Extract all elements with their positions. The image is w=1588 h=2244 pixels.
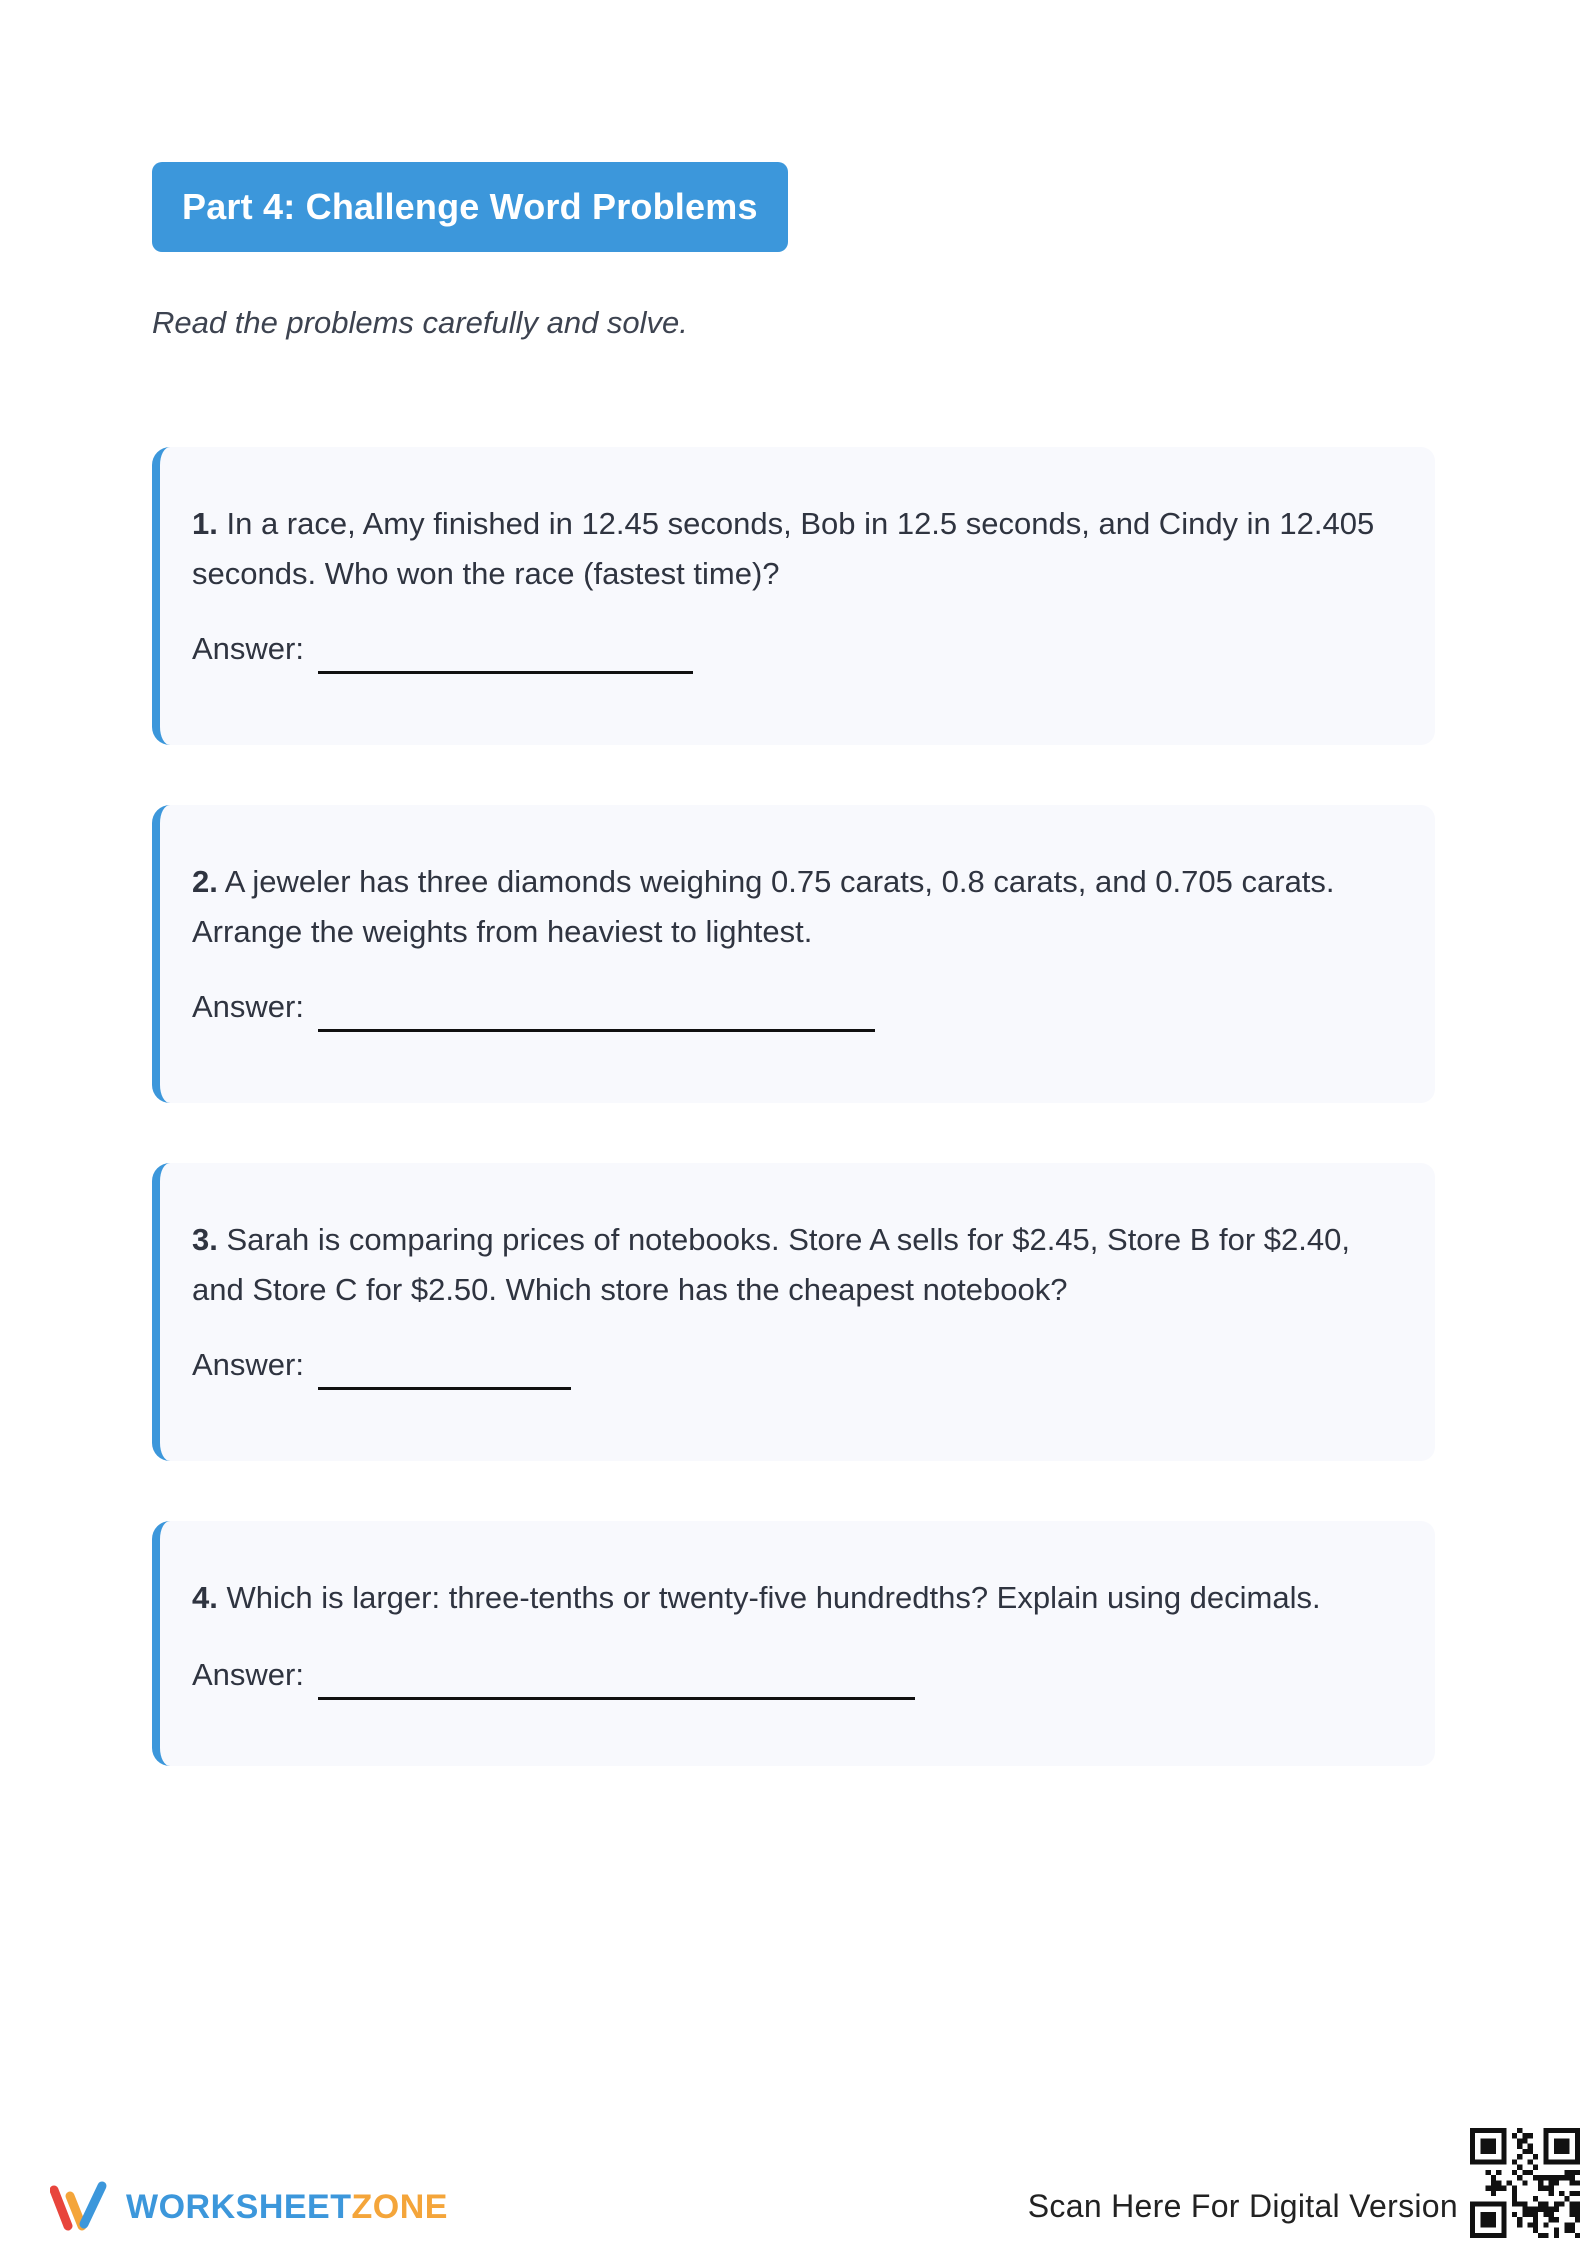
problem-text	[192, 499, 1395, 599]
problem-question: Which is larger: three-tenths or twenty-five hundredths? Explain using decimals.	[226, 1580, 1321, 1615]
answer-row	[192, 629, 1395, 669]
problem-text	[192, 1573, 1395, 1623]
qr-code-icon[interactable]	[1470, 2128, 1580, 2238]
answer-row	[192, 987, 1395, 1027]
answer-label: Answer:	[192, 989, 304, 1024]
answer-row	[192, 1345, 1395, 1385]
answer-blank[interactable]	[318, 671, 693, 674]
problem-question: Sarah is comparing prices of notebooks. Store A sells for $2.45, Store B for $2.40, and Store C for $2.50. Which store has the cheapest notebook?	[192, 1222, 1350, 1307]
answer-label: Answer:	[192, 631, 304, 666]
worksheetzone-logo-icon	[50, 2180, 110, 2234]
page-title: Part 4: Challenge Word Problems	[152, 162, 788, 252]
brand-name-zone: ZONE	[351, 2187, 448, 2226]
answer-label: Answer:	[192, 1657, 304, 1692]
answer-row	[192, 1655, 1395, 1695]
problem-number: 1.	[192, 506, 218, 541]
problem-number: 2.	[192, 864, 218, 899]
answer-blank[interactable]	[318, 1387, 571, 1390]
problem-text	[192, 1215, 1395, 1315]
brand[interactable]	[50, 2180, 448, 2234]
brand-name	[126, 2188, 448, 2227]
answer-blank[interactable]	[318, 1029, 875, 1032]
problem-card	[152, 447, 1435, 745]
problem-text	[192, 857, 1395, 957]
problem-number: 3.	[192, 1222, 218, 1257]
answer-label: Answer:	[192, 1347, 304, 1382]
problem-question: A jeweler has three diamonds weighing 0.75 carats, 0.8 carats, and 0.705 carats. Arrange the weights from heaviest to lightest.	[192, 864, 1335, 949]
instructions: Read the problems carefully and solve.	[152, 305, 688, 340]
problem-number: 4.	[192, 1580, 218, 1615]
problem-card	[152, 1163, 1435, 1461]
scan-label: Scan Here For Digital Version	[1027, 2188, 1458, 2224]
problem-card	[152, 1521, 1435, 1766]
answer-blank[interactable]	[318, 1697, 915, 1700]
brand-name-worksheet: WORKSHEET	[126, 2187, 352, 2226]
problem-question: In a race, Amy finished in 12.45 seconds, Bob in 12.5 seconds, and Cindy in 12.405 seconds. Who won the race (fastest time)?	[192, 506, 1375, 591]
problem-card	[152, 805, 1435, 1103]
